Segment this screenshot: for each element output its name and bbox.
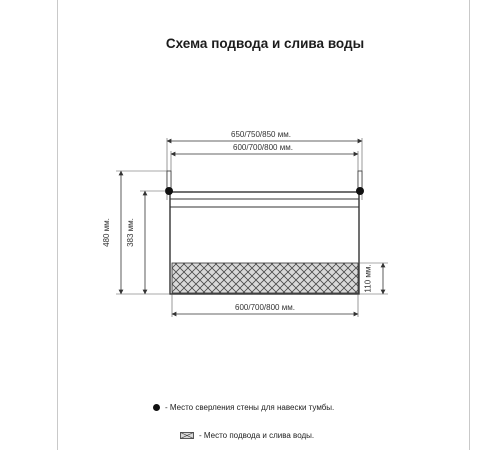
label-zone-height: 110 мм. xyxy=(363,264,373,293)
legend-drill-point-text: - Место сверления стены для навески тумбы. xyxy=(165,403,335,412)
label-inner-width: 600/700/800 мм. xyxy=(233,143,293,152)
label-bottom-width: 600/700/800 мм. xyxy=(235,303,295,312)
water-connection-zone xyxy=(172,263,358,293)
filled-circle-icon xyxy=(153,404,160,411)
label-outer-width: 650/750/850 мм. xyxy=(231,130,291,139)
hatched-rectangle-icon xyxy=(180,432,194,439)
page-title: Схема подвода и слива воды xyxy=(165,36,365,51)
legend-water-zone-text: - Место подвода и слива воды. xyxy=(199,431,315,440)
legend-drill-point xyxy=(153,403,334,412)
label-total-height: 480 мм. xyxy=(101,218,111,247)
label-mount-height: 383 мм. xyxy=(125,218,135,247)
drill-point-right xyxy=(356,187,364,195)
legend-water-zone xyxy=(180,431,314,440)
drill-point-left xyxy=(165,187,173,195)
